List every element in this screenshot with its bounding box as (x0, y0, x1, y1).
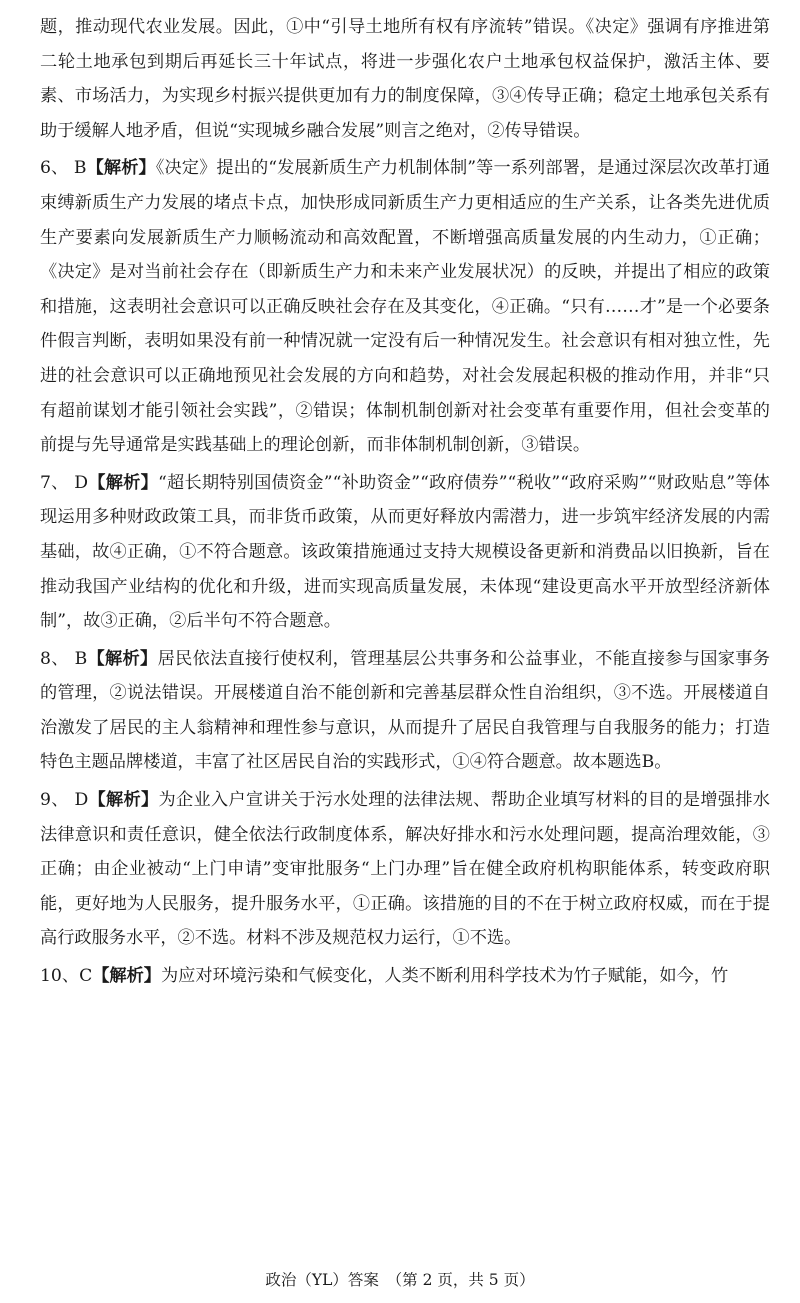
item-number: 6、 (40, 158, 69, 179)
item-answer: B (74, 648, 88, 669)
analysis-tag: 【解析】 (92, 966, 161, 987)
answer-item-8 (40, 642, 770, 780)
answer-item-7 (40, 466, 770, 639)
answer-item-9 (40, 783, 770, 956)
item-number: 7、 (40, 472, 69, 493)
item-answer: C (79, 966, 93, 987)
item-answer: D (74, 472, 89, 493)
analysis-tag: 【解析】 (88, 790, 159, 811)
intro-paragraph: 题，推动现代农业发展。因此，①中“引导土地所有权有序流转”错误。《决定》强调有序推进第二轮土地承包到期后再延长三十年试点，将进一步强化农户土地承包权益保护，激活主体、要素、市场活力，为实现乡村振兴提供更加有力的制度保障，③④传导正确；稳定土地承包关系有助于缓解人地矛盾，但说“实现城乡融合发展”则言之绝对，②传导错误。 (40, 17, 770, 141)
item-answer: B (73, 158, 87, 179)
item-text: 为企业入户宣讲关于污水处理的法律法规、帮助企业填写材料的目的是增强排水法律意识和责任意识，健全依法行政制度体系，解决好排水和污水处理问题，提高治理效能，③正确；由企业被动“上门申请”变审批服务“上门办理”旨在健全政府机构职能体系，转变政府职能，更好地为人民服务，提升服务水平，①正确。该措施的目的不在于树立政府权威，而在于提高行政服务水平，②不选。材料不涉及规范权力运行，①不选。 (40, 790, 770, 949)
item-text: 为应对环境污染和气候变化，人类不断利用科学技术为竹子赋能，如今，竹 (160, 966, 729, 987)
analysis-tag: 【解析】 (87, 648, 158, 669)
analysis-tag: 【解析】 (86, 158, 156, 179)
item-number: 10、 (40, 966, 80, 987)
answer-item-10 (40, 959, 770, 994)
item-text: 居民依法直接行使权利，管理基层公共事务和公益事业，不能直接参与国家事务的管理，②说法错误。开展楼道自治不能创新和完善基层群众性自治组织，③不选。开展楼道自治激发了居民的主人翁精神和理性参与意识，从而提升了居民自我管理与自我服务的能力；打造特色主题品牌楼道，丰富了社区居民自治的实践形式，①④符合题意。故本题选B。 (40, 648, 770, 773)
analysis-tag: 【解析】 (88, 472, 158, 493)
item-answer: D (74, 790, 89, 811)
answer-document (40, 10, 770, 994)
item-number: 8、 (40, 648, 69, 669)
item-text: “超长期特别国债资金”“补助资金”“政府债券”“税收”“政府采购”“财政贴息”等体现运用多种财政政策工具，而非货币政策，从而更好释放内需潜力，进一步筑牢经济发展的内需基础，故④正确，①不符合题意。该政策措施通过支持大规模设备更新和消费品以旧换新，旨在推动我国产业结构的优化和升级，进而实现高质量发展，未体现“建设更高水平开放型经济新体制”，故③正确，②后半句不符合题意。 (40, 472, 770, 632)
item-text: 《决定》提出的“发展新质生产力机制体制”等一系列部署，是通过深层次改革打通束缚新质生产力发展的堵点卡点，加快形成同新质生产力更相适应的生产关系，让各类先进优质生产要素向发展新质生产力顺畅流动和高效配置，不断增强高质量发展的内生动力，①正确；《决定》是对当前社会存在（即新质生产力和未来产业发展状况）的反映，并提出了相应的政策和措施，这表明社会意识可以正确反映社会存在及其变化，④正确。“只有……才”是一个必要条件假言判断，表明如果没有前一种情况就一定没有后一种情况发生。社会意识有相对独立性，先进的社会意识可以正确地预见社会发展的方向和趋势，对社会发展起积极的推动作用，并非“只有超前谋划才能引领社会实践”，②错误；体制机制创新对社会变革有重要作用，但社会变革的前提与先导通常是实践基础上的理论创新，而非体制机制创新，③错误。 (40, 158, 770, 456)
item-number: 9、 (40, 790, 69, 811)
page-footer: 政治（YL）答案 （第 2 页，共 5 页） (265, 1271, 535, 1289)
answer-item-6 (40, 151, 770, 462)
